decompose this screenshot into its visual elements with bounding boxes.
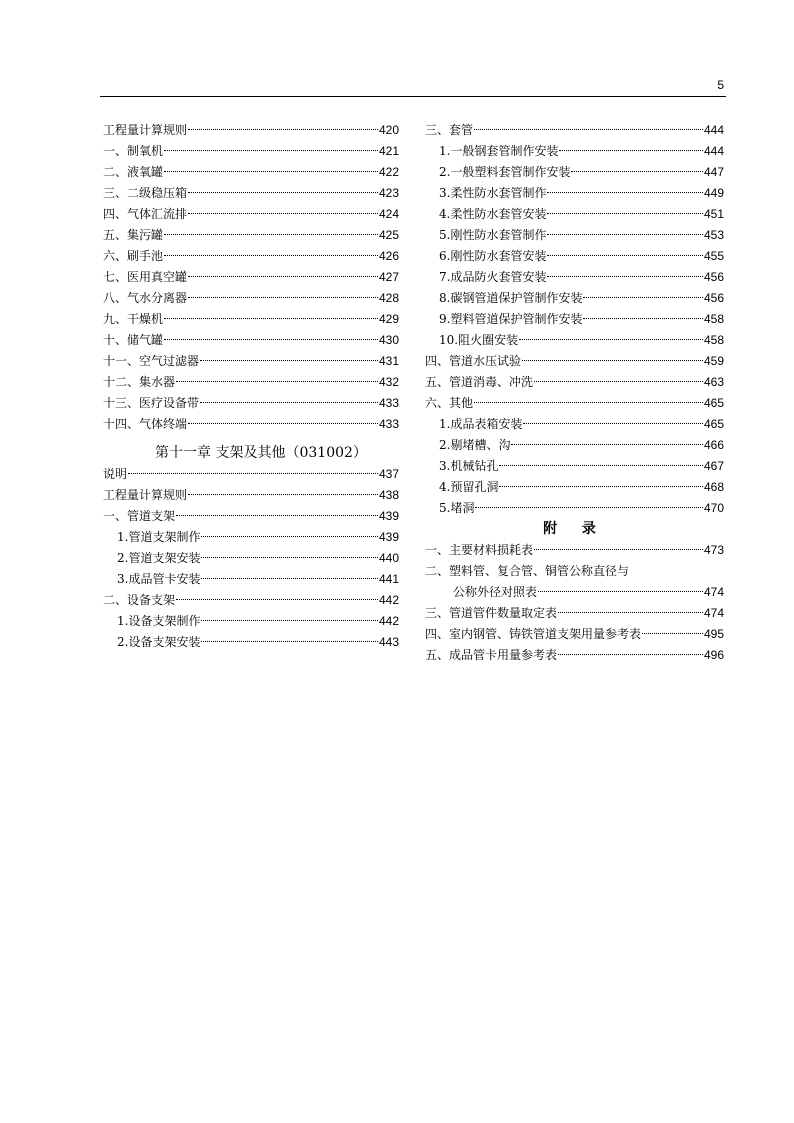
toc-dot-leader bbox=[176, 515, 378, 516]
toc-entry-title: 四、气体汇流排 bbox=[103, 207, 188, 221]
toc-entry[interactable] bbox=[425, 603, 724, 624]
toc-dot-leader bbox=[558, 654, 703, 655]
toc-dot-leader bbox=[534, 549, 703, 550]
toc-entry[interactable] bbox=[103, 485, 399, 506]
toc-dot-leader bbox=[188, 494, 378, 495]
toc-entry[interactable] bbox=[425, 498, 724, 519]
toc-dot-leader bbox=[188, 276, 378, 277]
toc-entry-page: 496 bbox=[703, 648, 724, 662]
toc-dot-leader bbox=[200, 360, 378, 361]
toc-entry[interactable] bbox=[425, 645, 724, 666]
toc-entry-page: 449 bbox=[703, 186, 724, 200]
toc-entry-title: 3.机械钻孔 bbox=[439, 459, 499, 473]
toc-entry[interactable] bbox=[103, 393, 399, 414]
toc-entry[interactable] bbox=[425, 120, 724, 141]
header-rule bbox=[100, 96, 726, 97]
toc-entry-title: 8.碳钢管道保护管制作安装 bbox=[439, 291, 583, 305]
toc-entry-title: 1.一般钢套管制作安装 bbox=[439, 144, 559, 158]
toc-entry[interactable] bbox=[103, 267, 399, 288]
toc-entry[interactable] bbox=[425, 393, 724, 414]
toc-dot-leader bbox=[164, 255, 378, 256]
toc-entry-page: 474 bbox=[703, 585, 724, 599]
toc-entry-title: 十三、医疗设备带 bbox=[103, 396, 200, 410]
toc-dot-leader bbox=[538, 591, 703, 592]
toc-entry[interactable] bbox=[425, 582, 724, 603]
toc-entry-page: 458 bbox=[703, 312, 724, 326]
toc-entry-title: 4.预留孔洞 bbox=[439, 480, 499, 494]
toc-entry-page: 468 bbox=[703, 480, 724, 494]
toc-entry[interactable] bbox=[425, 372, 724, 393]
appendix-list bbox=[425, 540, 724, 666]
toc-dot-leader bbox=[547, 213, 703, 214]
toc-entry[interactable] bbox=[103, 246, 399, 267]
toc-entry-page: 441 bbox=[378, 572, 399, 586]
toc-entry-title: 2.设备支架安装 bbox=[117, 635, 201, 649]
toc-entry-title: 四、管道水压试验 bbox=[425, 354, 522, 368]
toc-entry-title: 1.设备支架制作 bbox=[117, 614, 201, 628]
page-number: 5 bbox=[717, 78, 724, 92]
toc-entry-page: 443 bbox=[378, 635, 399, 649]
toc-dot-leader bbox=[522, 360, 703, 361]
toc-dot-leader bbox=[534, 381, 703, 382]
toc-entry-page: 474 bbox=[703, 606, 724, 620]
toc-entry-title: 十二、集水器 bbox=[103, 375, 176, 389]
toc-dot-leader bbox=[201, 578, 378, 579]
toc-entry-title: 1.成品表箱安装 bbox=[439, 417, 523, 431]
toc-entry-page: 442 bbox=[378, 593, 399, 607]
toc-entry-title: 4.柔性防水套管安装 bbox=[439, 207, 547, 221]
toc-dot-leader bbox=[547, 192, 703, 193]
toc-entry[interactable] bbox=[103, 414, 399, 435]
toc-entry-page: 444 bbox=[703, 123, 724, 137]
toc-entry[interactable] bbox=[425, 351, 724, 372]
toc-entry-title: 3.柔性防水套管制作 bbox=[439, 186, 547, 200]
toc-entry-page: 495 bbox=[703, 627, 724, 641]
toc-entry-page: 433 bbox=[378, 396, 399, 410]
toc-entry-title: 5.堵洞 bbox=[439, 501, 475, 515]
toc-entry-title: 1.管道支架制作 bbox=[117, 530, 201, 544]
toc-entry[interactable] bbox=[425, 477, 724, 498]
toc-entry[interactable] bbox=[425, 624, 724, 645]
toc-dot-leader bbox=[201, 557, 378, 558]
toc-dot-leader bbox=[547, 255, 703, 256]
toc-dot-leader bbox=[200, 402, 378, 403]
toc-entry-title: 一、制氧机 bbox=[103, 144, 164, 158]
toc-entry-title: 二、液氧罐 bbox=[103, 165, 164, 179]
toc-entry-title: 工程量计算规则 bbox=[103, 123, 188, 137]
toc-entry-page: 433 bbox=[378, 417, 399, 431]
toc-dot-leader bbox=[511, 444, 703, 445]
toc-entry-page: 440 bbox=[378, 551, 399, 565]
toc-entry[interactable] bbox=[425, 183, 724, 204]
toc-left-column bbox=[103, 120, 399, 653]
toc-entry-title: 一、主要材料损耗表 bbox=[425, 543, 534, 557]
toc-entry[interactable] bbox=[425, 309, 724, 330]
toc-dot-leader bbox=[499, 465, 703, 466]
toc-entry-page: 426 bbox=[378, 249, 399, 263]
toc-entry-page: 447 bbox=[703, 165, 724, 179]
toc-entry-page: 451 bbox=[703, 207, 724, 221]
toc-entry-page: 465 bbox=[703, 396, 724, 410]
toc-dot-leader bbox=[164, 318, 378, 319]
toc-entry-page: 422 bbox=[378, 165, 399, 179]
toc-entry[interactable] bbox=[103, 225, 399, 246]
toc-dot-leader bbox=[571, 171, 703, 172]
toc-entry[interactable] bbox=[103, 162, 399, 183]
toc-entry[interactable] bbox=[103, 464, 399, 485]
toc-entry[interactable] bbox=[103, 309, 399, 330]
toc-entry-page: 456 bbox=[703, 291, 724, 305]
toc-entry-title: 三、套管 bbox=[425, 123, 474, 137]
toc-dot-leader bbox=[519, 339, 703, 340]
toc-entry[interactable] bbox=[425, 246, 724, 267]
toc-entry[interactable] bbox=[103, 548, 399, 569]
toc-entry-title: 三、管道管件数量取定表 bbox=[425, 606, 558, 620]
toc-entry[interactable] bbox=[103, 288, 399, 309]
toc-entry-page: 420 bbox=[378, 123, 399, 137]
toc-entry-title: 四、室内钢管、铸铁管道支架用量参考表 bbox=[425, 627, 642, 641]
toc-dot-leader bbox=[547, 234, 703, 235]
toc-entry-title: 6.刚性防水套管安装 bbox=[439, 249, 547, 263]
toc-dot-leader bbox=[176, 381, 378, 382]
toc-entry[interactable] bbox=[425, 540, 724, 561]
toc-dot-leader bbox=[559, 150, 703, 151]
toc-entry-title: 7.成品防火套管安装 bbox=[439, 270, 547, 284]
toc-entry-title: 3.成品管卡安装 bbox=[117, 572, 201, 586]
toc-entry-page: 425 bbox=[378, 228, 399, 242]
toc-entry-title: 二、塑料管、复合管、铜管公称直径与 bbox=[425, 564, 630, 578]
toc-entry-title: 一、管道支架 bbox=[103, 509, 176, 523]
toc-entry-title: 六、其他 bbox=[425, 396, 474, 410]
toc-entry-title: 五、成品管卡用量参考表 bbox=[425, 648, 558, 662]
toc-entry-title: 工程量计算规则 bbox=[103, 488, 188, 502]
toc-dot-leader bbox=[201, 620, 378, 621]
toc-entry-title: 二、设备支架 bbox=[103, 593, 176, 607]
toc-entry[interactable] bbox=[103, 120, 399, 141]
toc-entry-page: 453 bbox=[703, 228, 724, 242]
toc-entry-page: 437 bbox=[378, 467, 399, 481]
toc-entry[interactable] bbox=[103, 141, 399, 162]
toc-entry[interactable] bbox=[425, 456, 724, 477]
toc-entry[interactable] bbox=[425, 267, 724, 288]
toc-entry-page: 429 bbox=[378, 312, 399, 326]
left-top-list bbox=[103, 120, 399, 435]
toc-entry-title: 九、干燥机 bbox=[103, 312, 164, 326]
toc-entry-page: 458 bbox=[703, 333, 724, 347]
toc-dot-leader bbox=[499, 486, 703, 487]
toc-entry[interactable] bbox=[425, 435, 724, 456]
toc-dot-leader bbox=[475, 507, 703, 508]
toc-entry[interactable] bbox=[103, 506, 399, 527]
toc-dot-leader bbox=[523, 423, 703, 424]
toc-entry-title: 三、二级稳压箱 bbox=[103, 186, 188, 200]
toc-entry-page: 421 bbox=[378, 144, 399, 158]
toc-dot-leader bbox=[558, 612, 703, 613]
toc-entry[interactable] bbox=[425, 204, 724, 225]
toc-entry-title: 2.一般塑料套管制作安装 bbox=[439, 165, 571, 179]
toc-entry[interactable] bbox=[103, 372, 399, 393]
toc-dot-leader bbox=[164, 234, 378, 235]
toc-entry-page: 444 bbox=[703, 144, 724, 158]
toc-entry-title: 9.塑料管道保护管制作安装 bbox=[439, 312, 583, 326]
toc-entry-title: 5.刚性防水套管制作 bbox=[439, 228, 547, 242]
toc-entry-title: 七、医用真空罐 bbox=[103, 270, 188, 284]
toc-entry-title: 十四、气体终端 bbox=[103, 417, 188, 431]
toc-entry-title: 2.剔堵槽、沟 bbox=[439, 438, 511, 452]
toc-entry[interactable] bbox=[103, 204, 399, 225]
toc-entry-page: 465 bbox=[703, 417, 724, 431]
toc-entry[interactable] bbox=[103, 632, 399, 653]
toc-entry-page: 463 bbox=[703, 375, 724, 389]
toc-entry-page: 442 bbox=[378, 614, 399, 628]
toc-entry-page: 423 bbox=[378, 186, 399, 200]
toc-entry[interactable] bbox=[103, 590, 399, 611]
right-top-list bbox=[425, 120, 724, 519]
toc-entry-title: 五、集污罐 bbox=[103, 228, 164, 242]
toc-entry-page: 470 bbox=[703, 501, 724, 515]
toc-entry[interactable] bbox=[425, 414, 724, 435]
toc-entry-page: 467 bbox=[703, 459, 724, 473]
toc-entry-page: 431 bbox=[378, 354, 399, 368]
toc-entry[interactable] bbox=[103, 330, 399, 351]
toc-entry[interactable] bbox=[425, 162, 724, 183]
toc-dot-leader bbox=[188, 423, 378, 424]
toc-entry-title: 10.阻火圈安装 bbox=[439, 333, 519, 347]
chapter-heading: 第十一章 支架及其他（031002） bbox=[155, 445, 367, 461]
toc-dot-leader bbox=[547, 276, 703, 277]
toc-entry[interactable] bbox=[425, 141, 724, 162]
toc-dot-leader bbox=[188, 297, 378, 298]
toc-entry[interactable] bbox=[425, 225, 724, 246]
toc-dot-leader bbox=[583, 318, 703, 319]
toc-entry-title: 十、储气罐 bbox=[103, 333, 164, 347]
toc-entry-title: 公称外径对照表 bbox=[453, 585, 538, 599]
toc-entry-page: 424 bbox=[378, 207, 399, 221]
toc-dot-leader bbox=[583, 297, 703, 298]
toc-dot-leader bbox=[164, 150, 378, 151]
toc-dot-leader bbox=[128, 473, 378, 474]
toc-dot-leader bbox=[201, 536, 378, 537]
toc-entry-title: 十一、空气过滤器 bbox=[103, 354, 200, 368]
toc-entry-page: 456 bbox=[703, 270, 724, 284]
toc-right-column bbox=[425, 120, 724, 666]
toc-entry[interactable] bbox=[103, 569, 399, 590]
toc-entry-page: 438 bbox=[378, 488, 399, 502]
toc-entry-page: 455 bbox=[703, 249, 724, 263]
toc-entry[interactable] bbox=[425, 288, 724, 309]
toc-dot-leader bbox=[188, 192, 378, 193]
toc-entry-page: 430 bbox=[378, 333, 399, 347]
toc-entry-title: 2.管道支架安装 bbox=[117, 551, 201, 565]
toc-entry-page: 459 bbox=[703, 354, 724, 368]
toc-entry-title: 说明 bbox=[103, 467, 128, 481]
toc-entry-page: 427 bbox=[378, 270, 399, 284]
toc-dot-leader bbox=[474, 129, 703, 130]
toc-entry-page: 473 bbox=[703, 543, 724, 557]
toc-entry[interactable] bbox=[103, 611, 399, 632]
toc-dot-leader bbox=[642, 633, 703, 634]
toc-entry-title: 五、管道消毒、冲洗 bbox=[425, 375, 534, 389]
toc-entry-page: 439 bbox=[378, 530, 399, 544]
appendix-heading: 附 录 bbox=[543, 521, 606, 537]
toc-dot-leader bbox=[474, 402, 703, 403]
toc-entry-page: 428 bbox=[378, 291, 399, 305]
toc-dot-leader bbox=[188, 213, 378, 214]
toc-dot-leader bbox=[164, 171, 378, 172]
toc-entry[interactable] bbox=[103, 351, 399, 372]
toc-entry-page: 439 bbox=[378, 509, 399, 523]
toc-dot-leader bbox=[188, 129, 378, 130]
toc-dot-leader bbox=[164, 339, 378, 340]
toc-entry-title: 八、气水分离器 bbox=[103, 291, 188, 305]
chapter-list bbox=[103, 464, 399, 653]
toc-dot-leader bbox=[201, 641, 378, 642]
toc-entry-title: 六、刷手池 bbox=[103, 249, 164, 263]
toc-entry-page: 466 bbox=[703, 438, 724, 452]
toc-entry[interactable] bbox=[103, 527, 399, 548]
toc-entry[interactable] bbox=[425, 330, 724, 351]
toc-entry[interactable] bbox=[425, 561, 724, 582]
toc-entry-page: 432 bbox=[378, 375, 399, 389]
toc-entry[interactable] bbox=[103, 183, 399, 204]
toc-dot-leader bbox=[176, 599, 378, 600]
